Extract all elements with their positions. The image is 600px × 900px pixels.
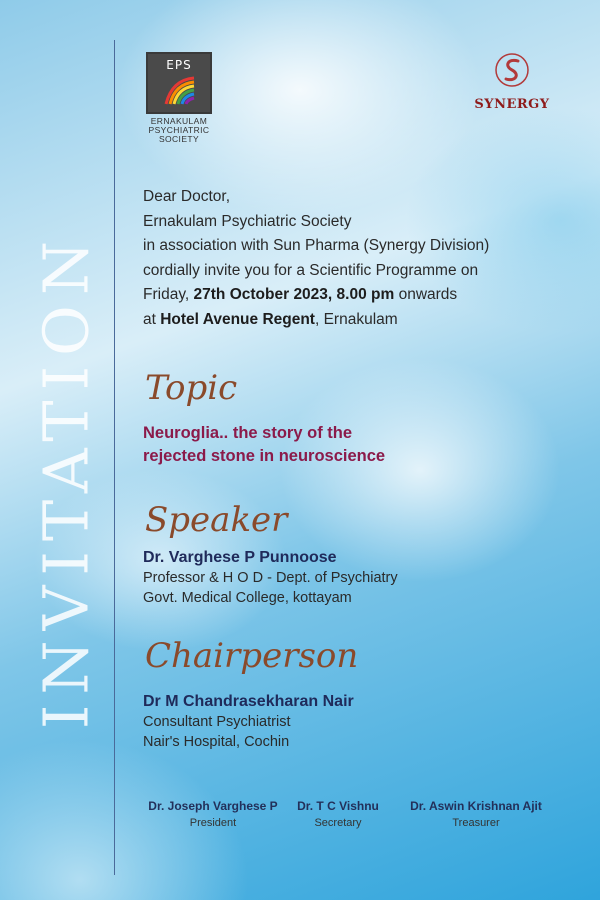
- greeting: Dear Doctor,: [143, 188, 231, 205]
- topic-line1: Neuroglia.. the story of the: [143, 424, 353, 442]
- officer-name: Dr. T C Vishnu: [297, 799, 379, 813]
- association-line: in association with Sun Pharma (Synergy Division): [143, 237, 490, 254]
- eps-logo-abbr: EPS: [166, 58, 192, 72]
- synergy-logo: [470, 52, 554, 119]
- officer-president: [140, 798, 286, 832]
- officer-name: Dr. Aswin Krishnan Ajit: [410, 799, 542, 813]
- eps-logo: [146, 52, 212, 144]
- speaker-heading: Speaker: [145, 500, 288, 540]
- topic-heading: Topic: [145, 368, 238, 408]
- venue-prefix: at: [143, 310, 161, 328]
- eps-logo-line1: ERNAKULAM: [150, 116, 208, 126]
- eps-logo-subtitle: [146, 117, 212, 144]
- invite-line: cordially invite you for a Scientific Programme on: [143, 261, 479, 279]
- officer-role: President: [189, 817, 237, 829]
- synergy-tagline-line: [470, 113, 554, 119]
- date-line: [143, 283, 489, 308]
- officer-name: Dr. Joseph Varghese P: [148, 799, 278, 813]
- invitation-text: [143, 185, 489, 332]
- date-prefix: Friday,: [143, 286, 194, 303]
- eps-logo-line3: SOCIETY: [158, 134, 200, 144]
- topic-title: [143, 422, 385, 468]
- vertical-divider: [114, 40, 115, 875]
- synergy-name: SYNERGY: [474, 97, 550, 112]
- speaker-title: Professor & H O D - Dept. of Psychiatry: [143, 570, 398, 586]
- invitation-side-title: INVITATION: [29, 230, 103, 730]
- chairperson-heading: Chairperson: [145, 636, 359, 676]
- venue-suffix: , Ernakulam: [314, 310, 398, 328]
- chairperson-affiliation: Nair's Hospital, Cochin: [143, 734, 290, 750]
- event-date: 27th October 2023, 8.00 pm: [193, 286, 395, 303]
- topic-line2: rejected stone in neuroscience: [143, 447, 386, 465]
- speaker-affiliation: Govt. Medical College, kottayam: [143, 590, 352, 606]
- chairperson-name: Dr M Chandrasekharan Nair: [143, 693, 354, 710]
- rainbow-icon: [162, 74, 198, 106]
- venue-name: Hotel Avenue Regent: [160, 310, 315, 328]
- officer-secretary: [290, 798, 386, 832]
- synergy-mark-icon: [494, 52, 530, 88]
- date-suffix: onwards: [394, 286, 458, 303]
- speaker-details: [143, 548, 398, 608]
- chairperson-details: [143, 692, 354, 752]
- eps-logo-line2: PSYCHIATRIC: [148, 125, 210, 135]
- speaker-name: Dr. Varghese P Punnoose: [143, 549, 337, 566]
- venue-line: [143, 308, 489, 333]
- officer-treasurer: [394, 798, 558, 832]
- eps-logo-box: [146, 52, 212, 114]
- officer-role: Treasurer: [452, 817, 500, 829]
- officer-role: Secretary: [314, 817, 362, 829]
- host-line: Ernakulam Psychiatric Society: [143, 212, 352, 230]
- chairperson-title: Consultant Psychiatrist: [143, 714, 291, 730]
